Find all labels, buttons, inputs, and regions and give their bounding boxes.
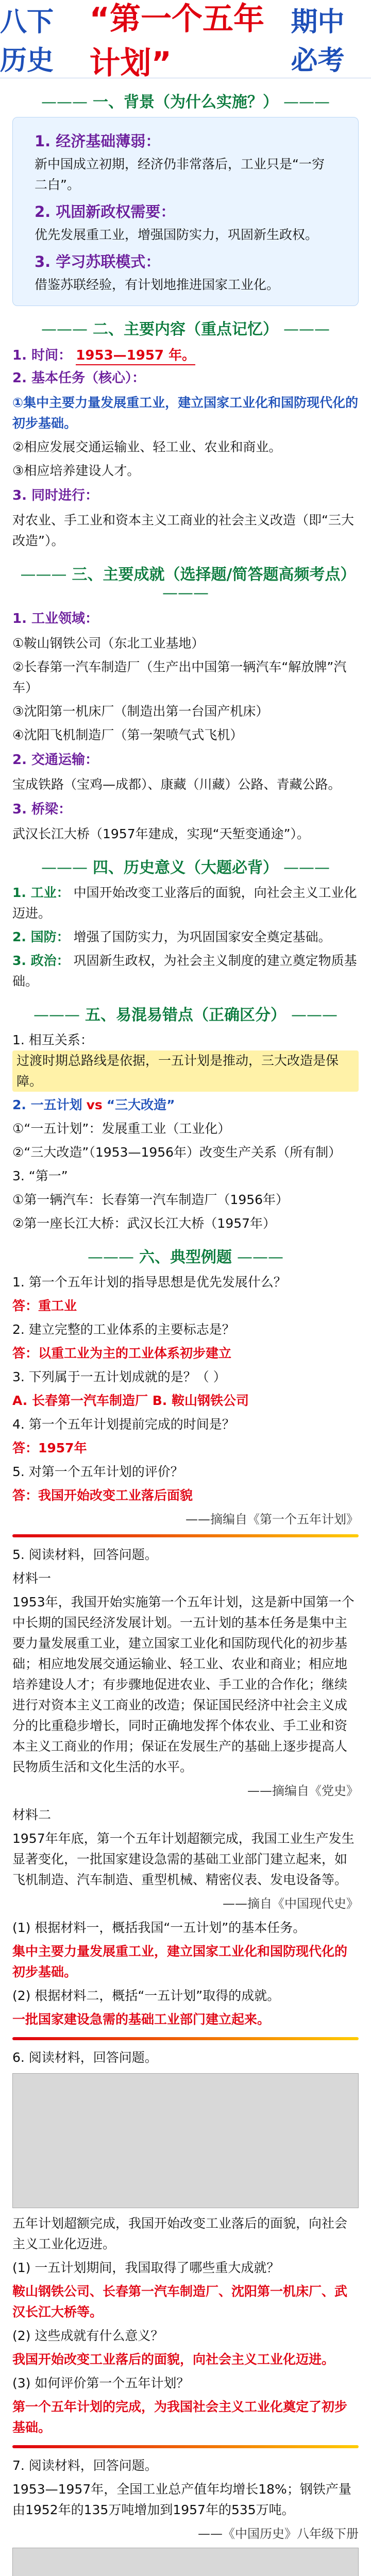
p5-mat1-source: ——摘编自《党史》 — [247, 1784, 359, 1798]
content-concurrent-row — [12, 484, 359, 507]
content-time-label: 1. 时间： — [12, 348, 72, 363]
bg1-title: 1. 经济基础薄弱： — [35, 132, 161, 150]
bg3-title: 3. 学习苏联模式： — [35, 253, 161, 270]
confuse-2b: ②“三大改造”（1953—1956年）改变生产关系（所有制） — [12, 1145, 342, 1160]
achieve-transport-row — [12, 749, 359, 771]
achieve-industry-a: ①鞍山钢铁公司（东北工业基地） — [12, 636, 205, 651]
header-grade: 八下历史 — [0, 7, 54, 76]
confuse-1-label: 1. 相互关系： — [12, 1032, 93, 1047]
section-title-confusions: ——— 五、易混易错点（正确区分） ——— — [0, 1002, 371, 1025]
p5-mat1-label: 材料一 — [12, 1571, 52, 1586]
content-task-row — [12, 367, 359, 389]
achieve-industry-b: ②长春第一汽车制造厂（生产出中国第一辆汽车“解放牌”汽车） — [12, 659, 347, 695]
p6-image — [12, 2073, 359, 2208]
example-5-answer: 答：我国开始改变工业落后面貌 — [12, 1488, 193, 1503]
achieve-industry-row — [12, 607, 359, 630]
content-time-value: 1953—1957 年。 — [76, 348, 195, 365]
example-2-question: 2. 建立完整的工业体系的主要标志是？ — [12, 1322, 235, 1337]
p5-title: 5. 阅读材料，回答问题。 — [12, 1547, 158, 1562]
p5-answer-2: 一批国家建设急需的基础工业部门建立起来。 — [12, 2012, 271, 2027]
achieve-bridge-value: 武汉长江大桥（1957年建成，实现“天堑变通途”）。 — [12, 826, 310, 841]
confuse-1 — [12, 1030, 359, 1092]
section-title-background: ——— 一、背景（为什么实施？） ——— — [0, 89, 371, 112]
confuse-3b: ②第一座长江大桥：武汉长江大桥（1957年） — [12, 1216, 276, 1231]
meaning-2 — [12, 927, 359, 947]
p5-question-2: (2) 根据材料二，概括“一五计划”取得的成就。 — [12, 1988, 280, 2003]
bg2-title: 2. 巩固新政权需要： — [35, 203, 176, 221]
example-5-question: 5. 对第一个五年计划的评价？ — [12, 1464, 183, 1479]
p7-image-grid — [12, 2548, 359, 2576]
p7-title: 7. 阅读材料，回答问题。 — [12, 2458, 158, 2473]
achieve-industry-c: ③沈阳第一机床厂（制造出第一台国产机床） — [12, 704, 269, 719]
p6-answer-2: 我国开始改变工业落后的面貌，向社会主义工业化迈进。 — [12, 2352, 335, 2367]
p6-question-1: (1) 一五计划期间，我国取得了哪些重大成就？ — [12, 2260, 280, 2275]
achieve-industry-label: 1. 工业领域： — [12, 611, 99, 626]
content-task-a: ①集中主要力量发展重工业，建立国家工业化和国防现代化的初步基础。 — [12, 395, 359, 431]
section-title-examples: ——— 六、典型例题 ——— — [0, 1244, 371, 1267]
p5-mat2-label: 材料二 — [12, 1807, 52, 1822]
divider-1 — [12, 1534, 359, 1537]
example-1-question: 1. 第一个五年计划的指导思想是优先发展什么？ — [12, 1275, 286, 1290]
divider-3 — [12, 2445, 359, 2448]
example-2-answer: 答：以重工业为主的工业体系初步建立 — [12, 1346, 232, 1361]
p6-text: 五年计划超额完成，我国开始改变工业落后的面貌，向社会主义工业化迈进。 — [12, 2216, 348, 2251]
bg2-text: 优先发展重工业，增强国防实力，巩固新生政权。 — [35, 227, 318, 242]
example-4-question: 4. 第一个五年计划提前完成的时间是？ — [12, 1417, 235, 1432]
meaning-1-value: 中国开始改变工业落后的面貌，向社会主义工业化迈进。 — [12, 885, 357, 921]
p6-question-2: (2) 这些成就有什么意义？ — [12, 2328, 164, 2343]
achieve-transport-label: 2. 交通运输： — [12, 752, 99, 768]
quote-source: ——摘编自《第一个五年计划》 — [185, 1512, 359, 1527]
example-3-answer: A. 长春第一汽车制造厂 B. 鞍山钢铁公司 — [12, 1393, 249, 1408]
confuse-3a: ①第一辆汽车：长春第一汽车制造厂（1956年） — [12, 1192, 289, 1207]
confuse-2-vs: vs — [86, 1097, 103, 1112]
background-panel — [12, 117, 359, 306]
example-4-answer: 答：1957年 — [12, 1440, 87, 1455]
p7-text: 1953—1957年，全国工业总产值年均增长18%；钢铁产量由1952年的135万吨增加到1957年的535万吨。 — [12, 2482, 351, 2517]
content-concurrent-value: 对农业、手工业和资本主义工商业的社会主义改造（即“三大改造”）。 — [12, 513, 354, 548]
achieve-industry-d: ④沈阳飞机制造厂（第一架喷气式飞机） — [12, 727, 243, 742]
confuse-2-value: “三大改造” — [106, 1097, 175, 1112]
content-concurrent-label: 3. 同时进行： — [12, 488, 99, 503]
p7-source: ——《中国历史》八年级下册 — [198, 2527, 359, 2541]
header-main-title: “第一个五年计划” — [89, 1, 264, 81]
meaning-1-label: 1. 工业： — [12, 885, 70, 900]
achieve-bridge-row — [12, 798, 359, 821]
p5-mat1-text: 1953年，我国开始实施第一个五年计划，这是新中国第一个中长期的国民经济发展计划。一五计划的基本任务是集中主要力量发展重工业，建立国家工业化和国防现代化的初步基础；相应地发展交通运输业、轻工业、农业和商业；相应地培养建设人才；有步骤地促进农业、手工业的合作化；继续进行对资本主义工商业的改造；保证国民经济中社会主义成分的比重稳步增长，同时正确地发挥个体农业、手工业和资本主义工商业的作用；保证在发展生产的基础上逐步提高人民物质生活和文化生活的水平。 — [12, 1595, 355, 1774]
bg1-text: 新中国成立初期，经济仍非常落后，工业只是“一穷二白”。 — [35, 157, 325, 192]
confuse-2 — [12, 1095, 359, 1115]
section-title-meaning: ——— 四、历史意义（大题必背） ——— — [0, 855, 371, 877]
meaning-2-value: 增强了国防实力，为巩固国家安全奠定基础。 — [73, 929, 331, 944]
header-tail: 期中必考 — [291, 7, 345, 76]
meaning-1 — [12, 883, 359, 924]
bg3-text: 借鉴苏联经验，有计划地推进国家工业化。 — [35, 277, 280, 292]
example-3-question: 3. 下列属于一五计划成就的是？（ ） — [12, 1369, 226, 1384]
confuse-3-label: 3. “第一” — [12, 1168, 68, 1183]
p5-mat2-text: 1957年年底，第一个五年计划超额完成，我国工业生产发生显著变化，一批国家建设急需的基础工业部门建立起来，如飞机制造、汽车制造、重型机械、精密仪表、发电设备等。 — [12, 1831, 355, 1887]
p5-mat2-source: ——摘自《中国现代史》 — [223, 1896, 359, 1911]
section-title-achievements: ——— 三、主要成就（选择题/简答题高频考点） ——— — [0, 562, 371, 602]
meaning-2-label: 2. 国防： — [12, 929, 70, 944]
example-1-answer: 答：重工业 — [12, 1298, 77, 1313]
section-title-content: ——— 二、主要内容（重点记忆） ——— — [0, 316, 371, 339]
p5-answer-1: 集中主要力量发展重工业，建立国家工业化和国防现代化的初步基础。 — [12, 1944, 348, 1979]
page-header — [0, 0, 371, 79]
p6-answer-3: 第一个五年计划的完成，为我国社会主义工业化奠定了初步基础。 — [12, 2399, 348, 2435]
confuse-2a: ①“一五计划”：发展重工业（工业化） — [12, 1121, 231, 1136]
content-time-row — [12, 344, 359, 367]
meaning-3-value: 巩固新生政权，为社会主义制度的建立奠定物质基础。 — [12, 953, 357, 989]
p6-title: 6. 阅读材料，回答问题。 — [12, 2050, 158, 2065]
meaning-3 — [12, 951, 359, 992]
content-task-b: ②相应发展交通运输业、轻工业、农业和商业。 — [12, 439, 282, 454]
achieve-transport-value: 宝成铁路（宝鸡—成都）、康藏（川藏）公路、青藏公路。 — [12, 777, 341, 792]
confuse-2-label: 2. 一五计划 — [12, 1097, 82, 1112]
p6-question-3: (3) 如何评价第一个五年计划？ — [12, 2376, 190, 2391]
confuse-1-value: 过渡时期总路线是依据，一五计划是推动，三大改造是保障。 — [12, 1050, 359, 1092]
p6-answer-1: 鞍山钢铁公司、长春第一汽车制造厂、沈阳第一机床厂、武汉长江大桥等。 — [12, 2284, 348, 2319]
divider-2 — [12, 2037, 359, 2040]
content-task-label: 2. 基本任务（核心）： — [12, 370, 146, 386]
achieve-bridge-label: 3. 桥梁： — [12, 802, 72, 817]
content-task-c: ③相应培养建设人才。 — [12, 463, 140, 478]
meaning-3-label: 3. 政治： — [12, 953, 70, 968]
p5-question-1: (1) 根据材料一，概括我国“一五计划”的基本任务。 — [12, 1920, 306, 1935]
